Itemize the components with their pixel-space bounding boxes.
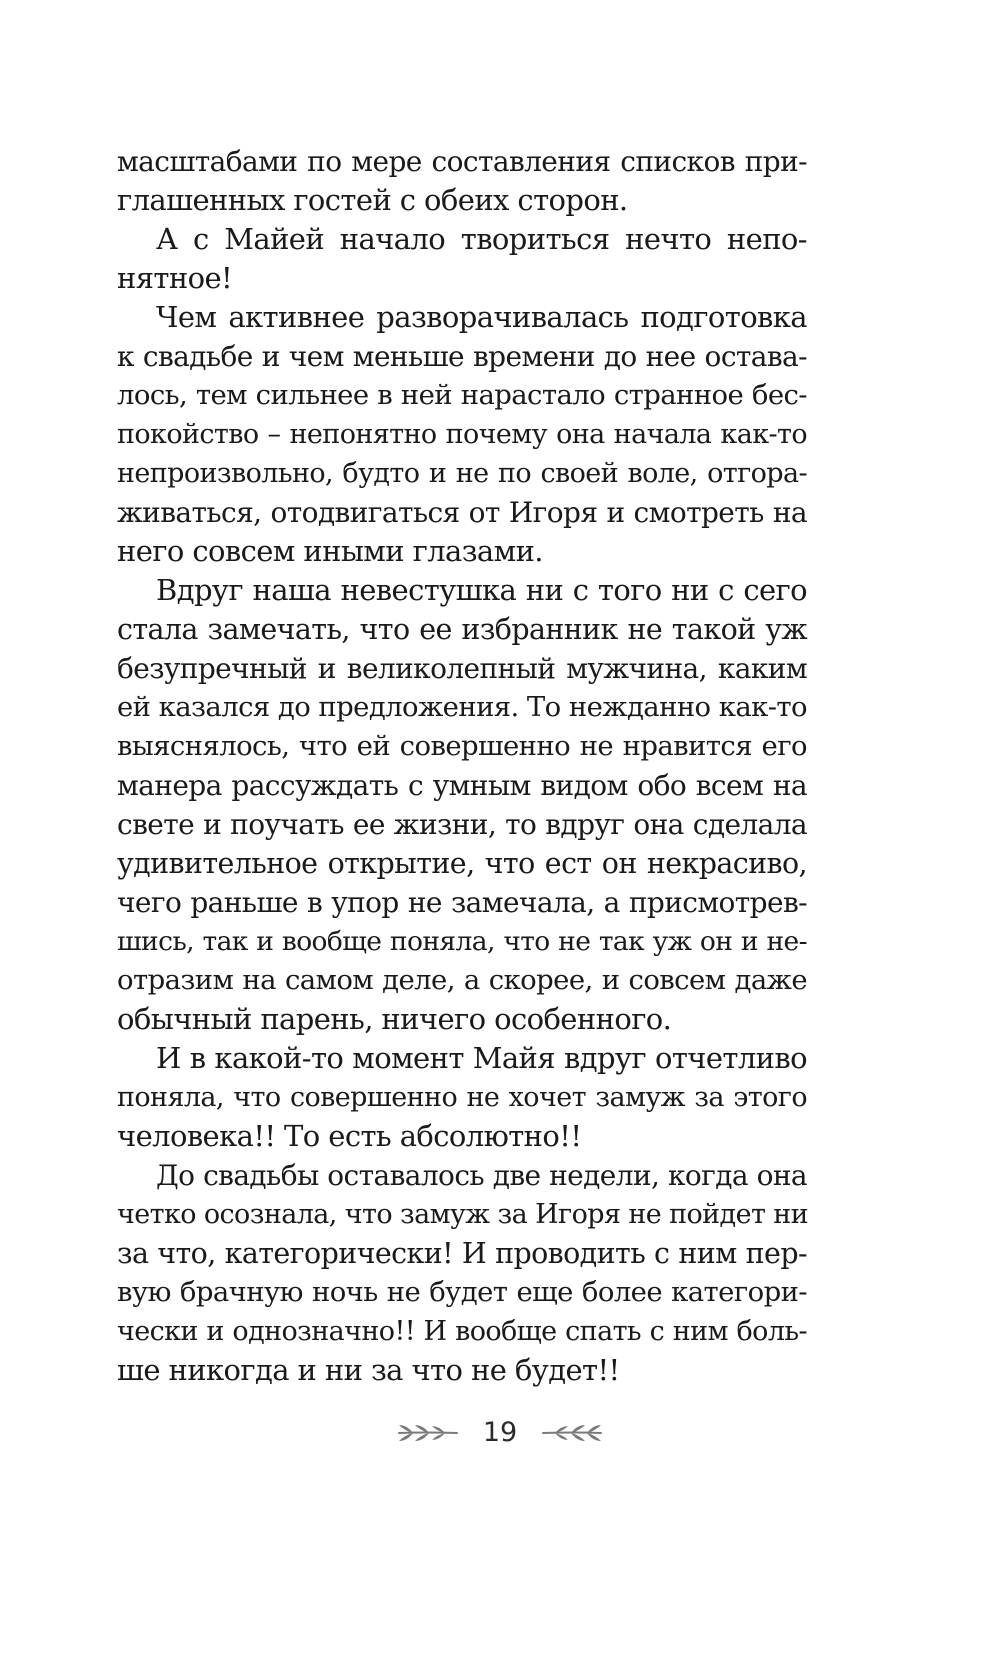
text-line: за что, категорически! И проводить с ним пер-: [117, 1237, 807, 1270]
leaf-sprig-icon: [395, 1421, 463, 1445]
text-line: До свадьбы оставалось две недели, когда она: [156, 1159, 807, 1192]
text-line: Чем активнее разворачивалась подготовка: [156, 300, 807, 334]
text-line: живаться, отодвигаться от Игоря и смотреть на: [117, 496, 807, 529]
text-line: него совсем иными глазами.: [117, 534, 543, 568]
text-line: к свадьбе и чем меньше времени до нее остава-: [117, 340, 807, 373]
text-line: стала замечать, что ее избранник не такой уж: [117, 613, 807, 646]
text-line: удивительное открытие, что ест он некрасиво,: [117, 847, 807, 880]
text-line: поняла, что совершенно не хочет замуж за этого: [117, 1082, 807, 1113]
page-number: 19: [482, 1417, 518, 1448]
text-line: четко осознала, что замуж за Игоря не пойдет ни: [117, 1199, 809, 1230]
text-line: ей казался до предложения. То нежданно как-то: [117, 691, 807, 723]
text-line: непроизвольно, будто и не по своей воле, отгора-: [117, 458, 807, 489]
body-text: [117, 142, 807, 1390]
text-line: лось, тем сильнее в ней нарастало странное бес-: [117, 379, 807, 411]
text-line: безупречный и великолепный мужчина, каким: [117, 652, 807, 685]
text-line: А с Майей начало твориться нечто непо-: [156, 222, 807, 256]
text-line: вую брачную ночь не будет еще более категори-: [117, 1276, 807, 1308]
text-line: масштабами по мере составления списков при-: [117, 145, 807, 178]
text-line: обычный парень, ничего особенного.: [117, 1002, 672, 1036]
text-line: манера рассуждать с умным видом обо всем на: [117, 769, 807, 802]
text-line: нятное!: [117, 261, 233, 295]
text-line: чески и однозначно!! И вообще спать с ним боль-: [117, 1316, 807, 1347]
text-line: Вдруг наша невестушка ни с того ни с сего: [156, 573, 807, 607]
text-line: глашенных гостей с обеих сторон.: [117, 183, 628, 217]
leaf-sprig-icon: [537, 1421, 605, 1445]
text-line: И в какой-то момент Майя вдруг отчетливо: [156, 1041, 807, 1075]
page-footer: [0, 1413, 1000, 1453]
text-line: человека!! То есть абсолютно!!: [117, 1119, 582, 1153]
text-line: покойство – непонятно почему она начала как-то: [117, 419, 807, 450]
text-line: шись, так и вообще поняла, что не так уж он и не-: [117, 926, 807, 957]
text-line: чего раньше в упор не замечала, а присмотрев-: [117, 886, 807, 919]
text-line: свете и поучать ее жизни, то вдруг она сделала: [117, 808, 807, 841]
text-line: ше никогда и ни за что не будет!!: [117, 1353, 620, 1387]
text-line: отразим на самом деле, а скорее, и совсем даже: [117, 964, 807, 996]
text-line: выяснялось, что ей совершенно не нравится его: [117, 730, 807, 762]
